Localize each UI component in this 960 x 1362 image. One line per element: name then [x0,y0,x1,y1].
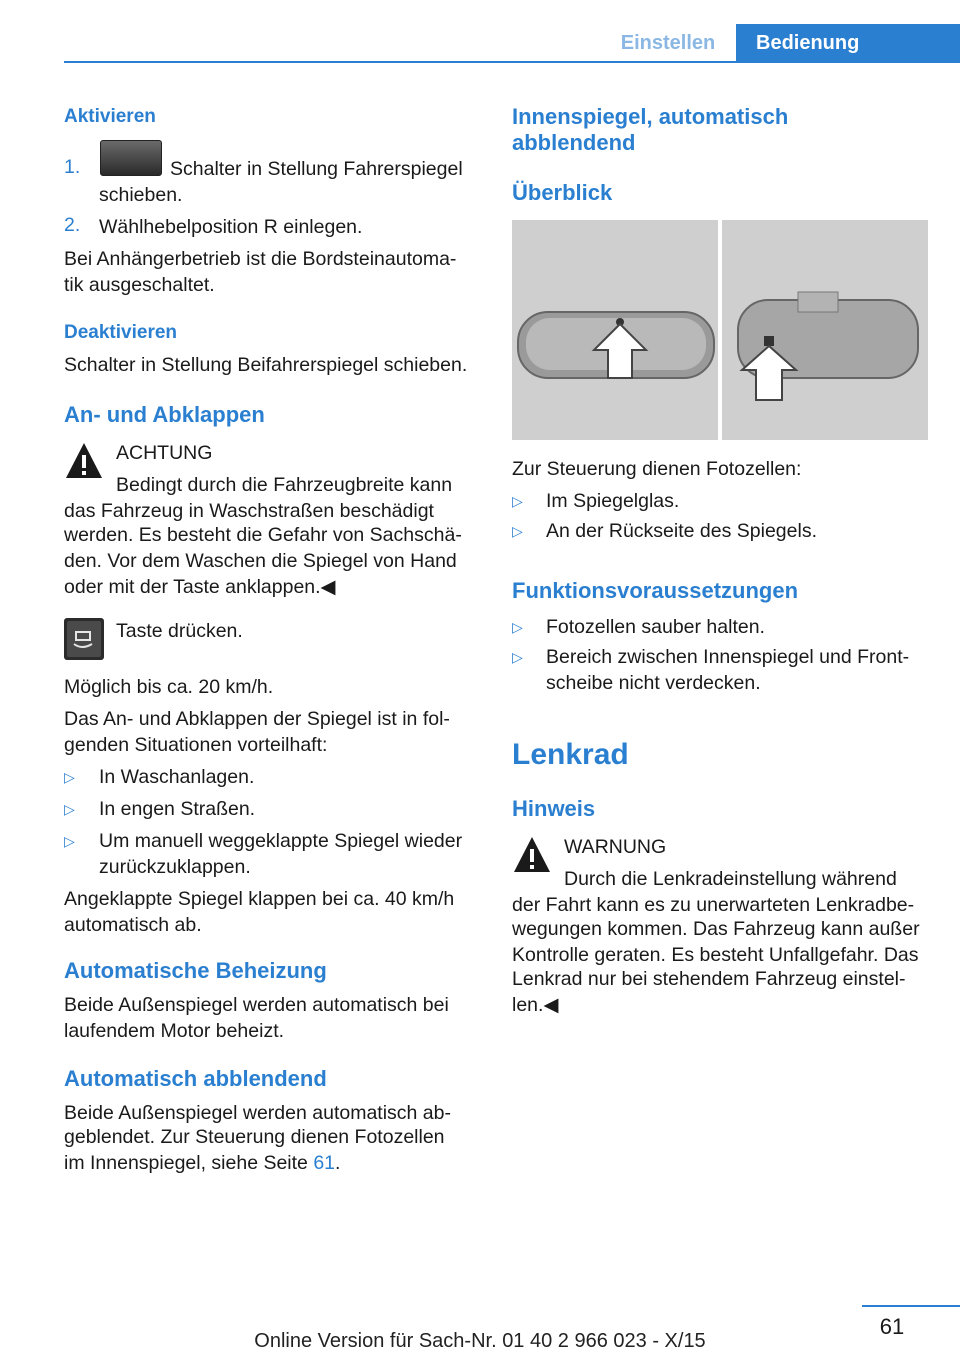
paragraph-line [64,1150,340,1176]
warning-title: ACHTUNG [116,442,213,464]
warning-text: das Fahrzeug in Waschstraßen beschädigt [64,500,434,522]
page-number: 61 [879,1314,905,1339]
warning-text: Kontrolle geraten. Es besteht Unfallgefahr. Das [512,944,919,966]
list-item: Bereich zwischen Innenspiegel und Front‐ [546,646,910,668]
warning-text: Lenkrad nur bei stehendem Fahrzeug einstel‐ [512,968,906,990]
heading-automatisch-abblendend: Automatisch abblendend [64,1066,327,1091]
heading-innenspiegel: Innenspiegel, automatisch [512,104,789,129]
heading-an-und-abklappen: An- und Abklappen [64,402,265,427]
paragraph-line: Zur Steuerung dienen Fotozellen: [512,458,802,480]
list-item: Fotozellen sauber halten. [546,616,765,638]
header-rule [64,61,960,63]
paragraph-line: automatisch ab. [64,914,202,936]
taste-text: Taste drücken. [116,620,243,642]
warning-icon [64,440,104,482]
paragraph-line: Schalter in Stellung Beifahrerspiegel schieben. [64,354,468,376]
heading-ueberblick: Überblick [512,180,613,205]
paragraph-line: Angeklappte Spiegel klappen bei ca. 40 km/h [64,888,455,910]
warning-icon [512,834,552,876]
heading-automatische-beheizung: Automatische Beheizung [64,958,327,983]
paragraph-line: genden Situationen vorteilhaft: [64,734,328,756]
list-item: Im Spiegelglas. [546,490,680,512]
list-item: zurückzuklappen. [99,856,251,878]
interior-mirror-image [512,220,928,440]
step-text: Wählhebelposition R einlegen. [99,216,363,238]
step-number: 1. [64,156,81,178]
list-item: In Waschanlagen. [99,766,255,788]
paragraph-line: Möglich bis ca. 20 km/h. [64,676,274,698]
warning-text: der Fahrt kann es zu unerwarteten Lenkradbe‐ [512,894,915,916]
text: . [335,1152,341,1174]
tab-einstellen[interactable]: Einstellen [620,32,716,54]
warning-text: wegungen kommen. Das Fahrzeug kann außer [512,918,920,940]
heading-deaktivieren: Deaktivieren [64,322,178,343]
warning-title: WARNUNG [564,836,667,858]
bullet-triangle-icon: ▷ [512,523,523,539]
paragraph-line: Das An- und Abklappen der Spiegel ist in fol‐ [64,708,450,730]
bullet-triangle-icon: ▷ [512,619,523,635]
footer-rule [862,1305,960,1307]
list-item: An der Rückseite des Spiegels. [546,520,817,542]
heading-innenspiegel-2: abblendend [512,130,636,155]
paragraph-line: Beide Außenspiegel werden automatisch ab‐ [64,1102,451,1124]
heading-lenkrad: Lenkrad [512,738,629,771]
step-text: schieben. [99,184,183,206]
text: im Innenspiegel, siehe Seite [64,1152,314,1174]
page-link[interactable]: 61 [313,1152,336,1174]
warning-text: den. Vor dem Waschen die Spiegel von Hand [64,550,457,572]
heading-funktionsvoraussetzungen: Funktionsvoraussetzungen [512,578,799,603]
bullet-triangle-icon: ▷ [512,649,523,665]
tab-bedienung[interactable]: Bedienung [736,24,960,62]
warning-text: oder mit der Taste anklappen.◀ [64,576,336,598]
bullet-triangle-icon: ▷ [512,493,523,509]
heading-aktivieren: Aktivieren [64,106,156,127]
mirror-switch-icon [100,140,162,176]
list-item: scheibe nicht verdecken. [546,672,761,694]
bullet-triangle-icon: ▷ [64,801,75,817]
paragraph-line: laufendem Motor beheizt. [64,1020,285,1042]
paragraph-line: geblendet. Zur Steuerung dienen Fotozellen [64,1126,445,1148]
paragraph-line: Bei Anhängerbetrieb ist die Bordsteinautoma‐ [64,248,457,270]
warning-text: Bedingt durch die Fahrzeugbreite kann [116,474,453,496]
warning-text: Durch die Lenkradeinstellung während [564,868,897,890]
paragraph-line: tik ausgeschaltet. [64,274,215,296]
fold-mirror-button-icon [64,618,104,660]
footer-online-version: Online Version für Sach-Nr. 01 40 2 966 023 - X/15 [254,1330,706,1352]
bullet-triangle-icon: ▷ [64,833,75,849]
bullet-triangle-icon: ▷ [64,769,75,785]
list-item: Um manuell weggeklappte Spiegel wieder [99,830,463,852]
warning-text: werden. Es besteht die Gefahr von Sachschä‐ [64,524,462,546]
step-text: Schalter in Stellung Fahrerspiegel [170,158,463,180]
heading-hinweis: Hinweis [512,796,596,821]
list-item: In engen Straßen. [99,798,256,820]
warning-text: len.◀ [512,994,559,1016]
step-number: 2. [64,214,81,236]
paragraph-line: Beide Außenspiegel werden automatisch bei [64,994,449,1016]
